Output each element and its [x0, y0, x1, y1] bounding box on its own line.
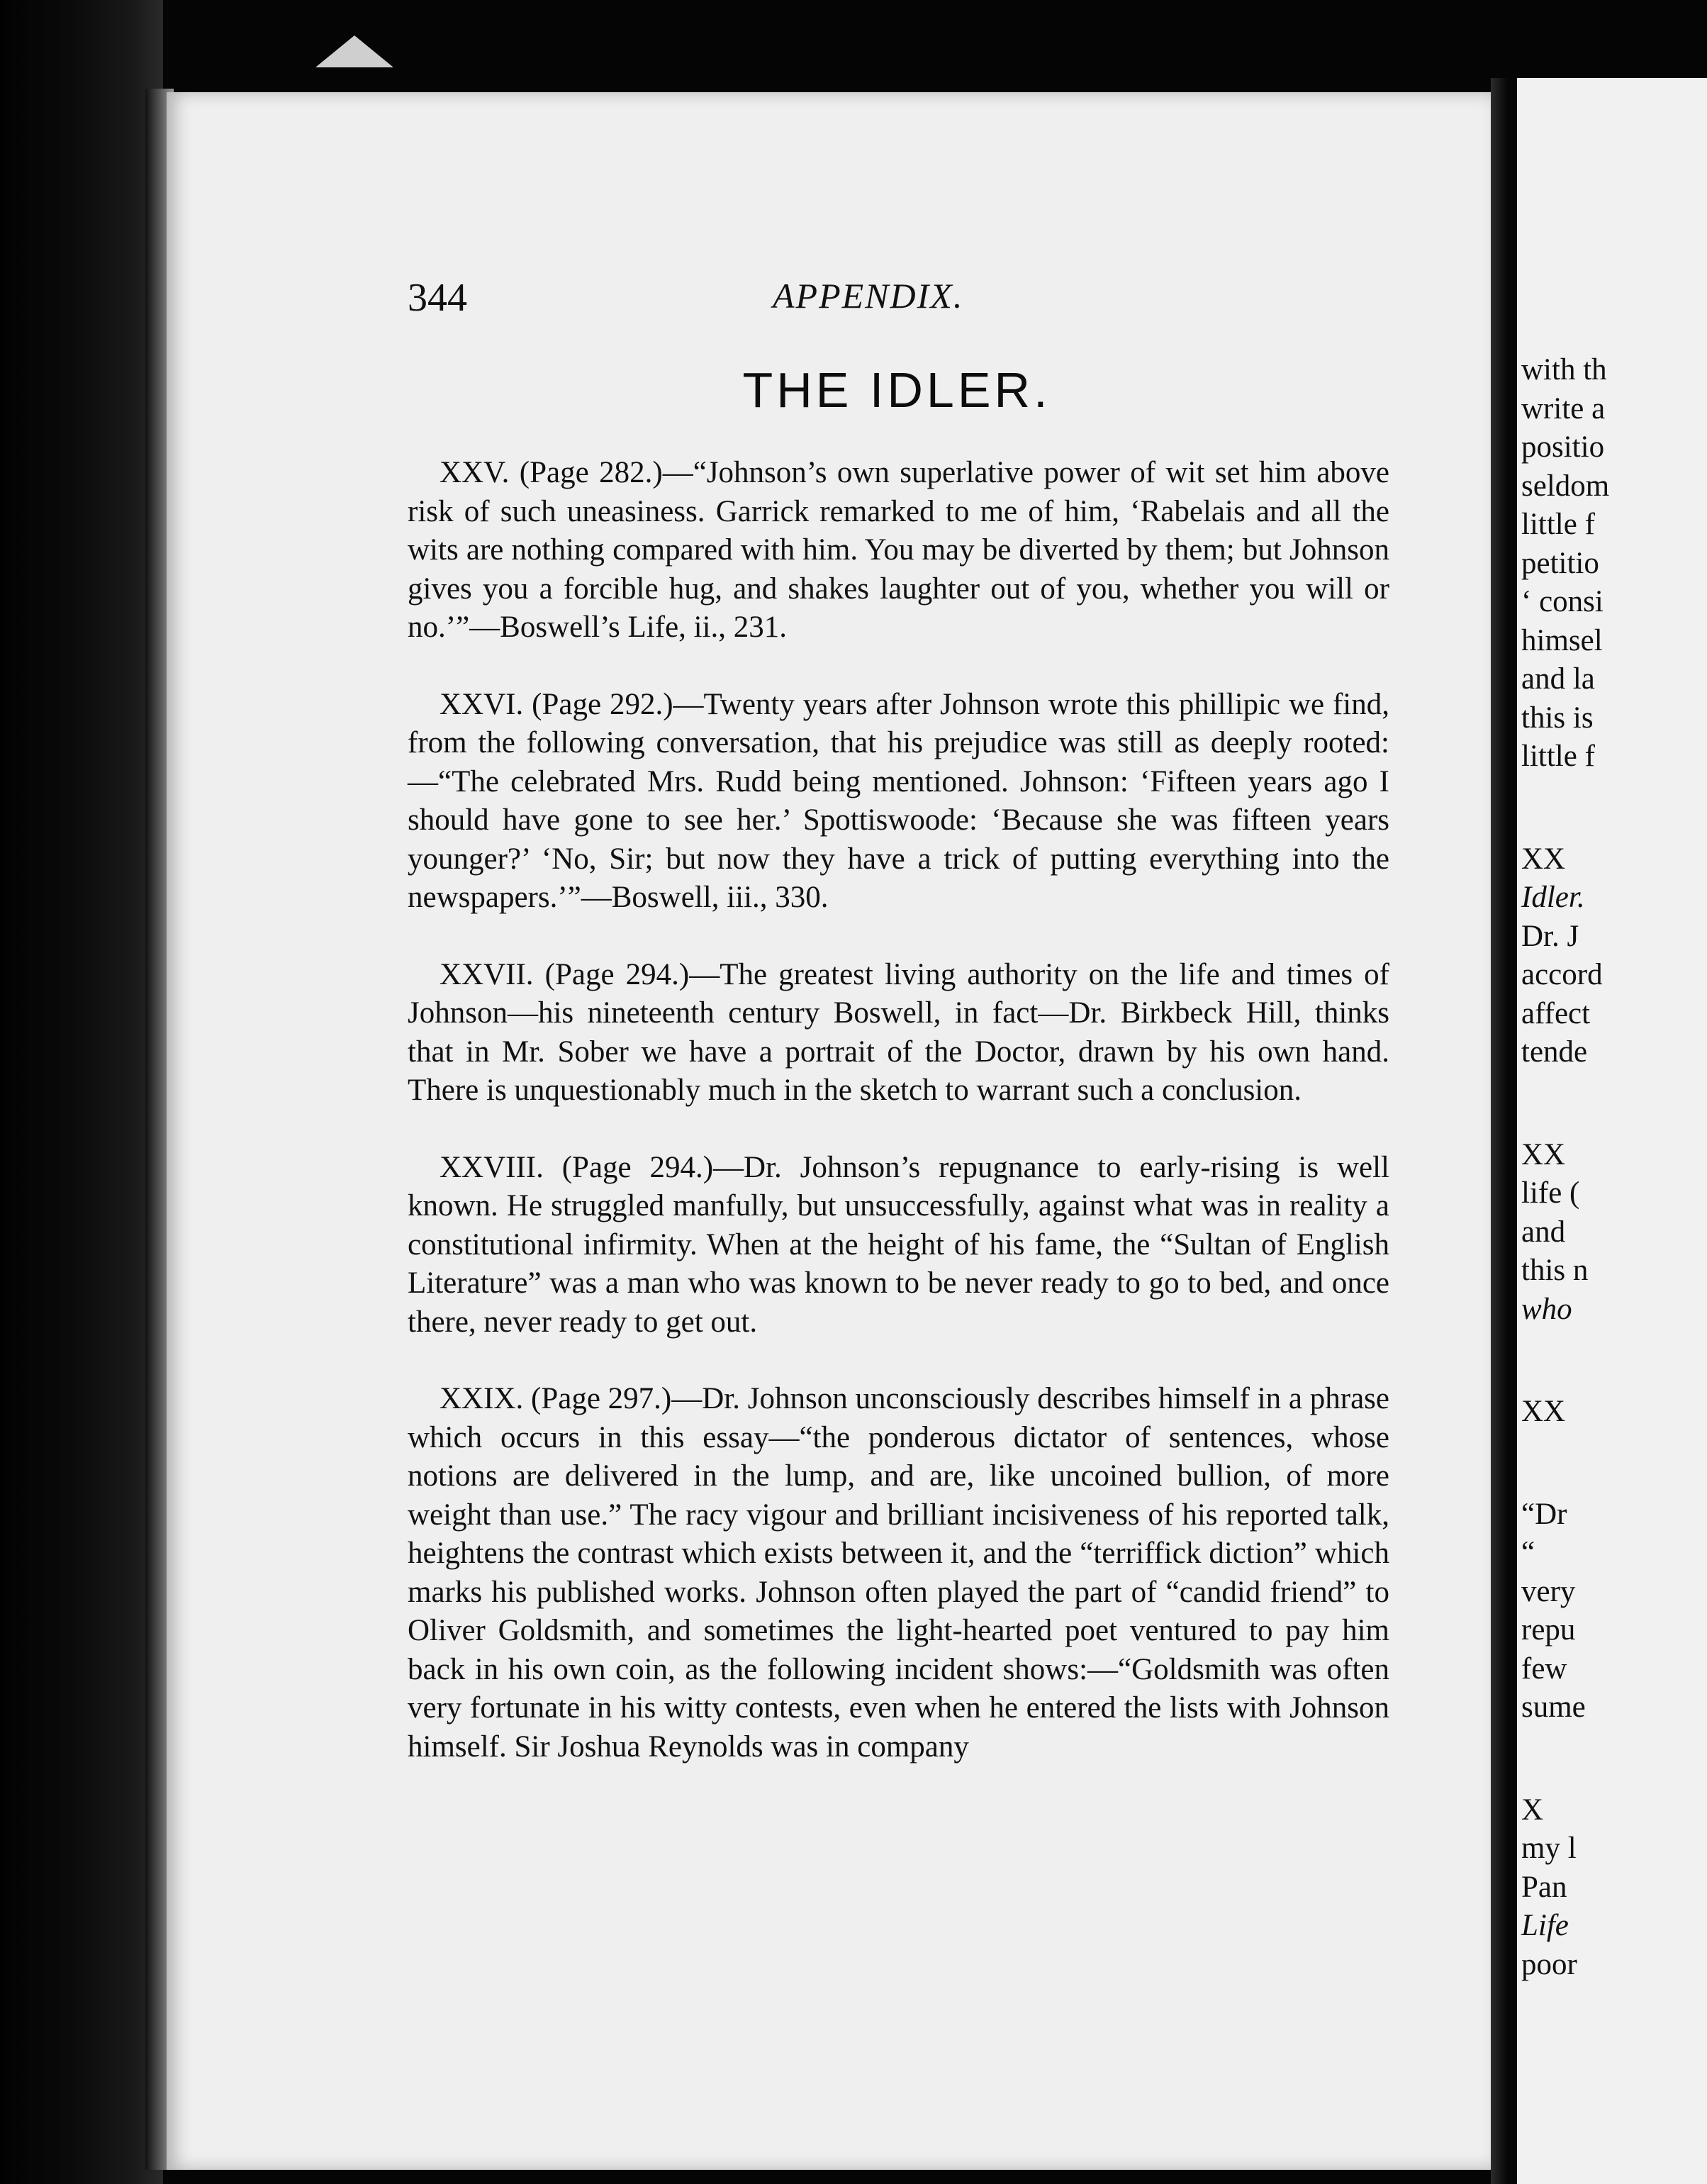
- facing-line: ‘ consi: [1521, 585, 1604, 618]
- facing-line: tende: [1521, 1035, 1588, 1069]
- note-xxviii: [408, 1149, 1389, 1342]
- note-xxvii: [408, 956, 1389, 1110]
- facing-line: Life: [1521, 1909, 1569, 1942]
- note-page-reference: (Page 282.): [519, 456, 663, 489]
- page-tab-mark: [315, 35, 393, 67]
- running-title: APPENDIX.: [773, 276, 964, 316]
- facing-line: my l: [1521, 1832, 1577, 1865]
- note-body: —“Johnson’s own superlative power of wit set him above risk of such uneasiness. Garrick remarked to me of him, ‘Rabelais and all the wits are nothing compared with him. You may be diverted by them; but Johnson gives you a forcible hug, and shakes laughter out of you, whether you will or no.’”—Boswell’s Life, ii., 231.: [408, 456, 1389, 644]
- note-page-reference: (Page 292.): [532, 687, 673, 721]
- facing-line: little f: [1521, 740, 1595, 773]
- facing-line: this n: [1521, 1254, 1589, 1287]
- facing-line: XX: [1521, 842, 1566, 876]
- note-page-reference: (Page 297.): [531, 1382, 672, 1415]
- facing-line: petitio: [1521, 546, 1599, 580]
- facing-line: repu: [1521, 1613, 1576, 1647]
- facing-paragraph-gap: [1521, 1432, 1707, 1495]
- facing-line: few: [1521, 1651, 1567, 1686]
- facing-line: this is: [1521, 701, 1594, 735]
- facing-line: who: [1521, 1292, 1572, 1326]
- note-number: XXVII.: [440, 957, 534, 991]
- facing-paragraph-gap: [1521, 1072, 1707, 1136]
- facing-line: “: [1521, 1536, 1535, 1569]
- facing-line: Idler.: [1521, 881, 1585, 914]
- note-body: —Dr. Johnson’s repugnance to early-rising is well known. He struggled manfully, but unsuccessfully, against what was in reality a constitutional infirmity. When at the height of his fame, the “Sultan of English Literature” was a man who was known to be never ready to go to bed, and once there, never ready to get out.: [408, 1150, 1389, 1339]
- facing-line: little f: [1521, 508, 1595, 541]
- facing-line: XX: [1521, 1395, 1566, 1428]
- running-head: [408, 275, 1386, 325]
- facing-line: with th: [1521, 353, 1607, 386]
- facing-line: XX: [1521, 1137, 1566, 1171]
- facing-paragraph-gap: [1521, 776, 1707, 840]
- facing-line: write a: [1521, 391, 1606, 425]
- note-number: XXV.: [440, 456, 510, 489]
- appendix-notes: [408, 454, 1389, 1805]
- facing-line: accord: [1521, 958, 1603, 991]
- note-page-reference: (Page 294.): [544, 957, 690, 991]
- facing-line: “Dr: [1521, 1497, 1567, 1531]
- book-spine: [0, 0, 163, 2184]
- note-number: XXVIII.: [440, 1150, 544, 1184]
- note-number: XXIX.: [440, 1382, 524, 1415]
- note-number: XXVI.: [440, 687, 524, 721]
- facing-paragraph-gap: [1521, 1329, 1707, 1393]
- facing-line: and: [1521, 1215, 1566, 1249]
- note-body: —The greatest living authority on the life and times of Johnson—his nineteenth century Boswell, in fact—Dr. Birkbeck Hill, thinks that in Mr. Sober we have a portrait of the Doctor, drawn by his own hand. There is unquestionably much in the sketch to warrant such a conclusion.: [408, 957, 1389, 1107]
- facing-line: very: [1521, 1574, 1576, 1608]
- facing-line: Pan: [1521, 1870, 1567, 1904]
- facing-line: X: [1521, 1793, 1544, 1827]
- facing-line: himsel: [1521, 623, 1603, 657]
- facing-page-text: [1521, 351, 1707, 1984]
- facing-paragraph-gap: [1521, 1727, 1707, 1791]
- facing-line: positio: [1521, 430, 1605, 464]
- facing-line: poor: [1521, 1947, 1577, 1981]
- facing-line: Dr. J: [1521, 919, 1579, 953]
- note-body: —Dr. Johnson unconsciously describes himself in a phrase which occurs in this essay—“the ponderous dictator of sentences, whose notions are delivered in the lump, and are, like uncoined bullion, of more weight than use.” The racy vigour and brilliant incisiveness of his reported talk, heightens the contrast which exists between it, and the “terriffick diction” which marks his published works. Johnson often played the part of “candid friend” to Oliver Goldsmith, and sometimes the light-hearted poet ventured to pay him back in his own coin, as the following incident shows:—“Goldsmith was often very fortunate in his witty contests, even when he entered the lists with Johnson himself. Sir Joshua Reynolds was in company: [408, 1382, 1389, 1764]
- note-body: —Twenty years after Johnson wrote this phillipic we find, from the following conversation, that his prejudice was still as deeply rooted:—“The celebrated Mrs. Rudd being mentioned. Johnson: ‘Fifteen years ago I should have gone to see her.’ Spottiswoode: ‘Because she was fifteen years younger?’ ‘No, Sir; but now they have a trick of putting everything into the newspapers.’”—Boswell, iii., 330.: [408, 687, 1389, 914]
- note-page-reference: (Page 294.): [561, 1150, 714, 1184]
- facing-line: life (: [1521, 1176, 1580, 1210]
- facing-line: affect: [1521, 996, 1591, 1030]
- facing-line: sume: [1521, 1690, 1586, 1724]
- page-number: 344: [408, 276, 467, 320]
- facing-line: and la: [1521, 662, 1595, 696]
- facing-line: seldom: [1521, 469, 1610, 503]
- note-xxv: [408, 454, 1389, 647]
- note-xxvi: [408, 686, 1389, 918]
- section-title: THE IDLER.: [742, 362, 1051, 418]
- note-xxix: [408, 1380, 1389, 1766]
